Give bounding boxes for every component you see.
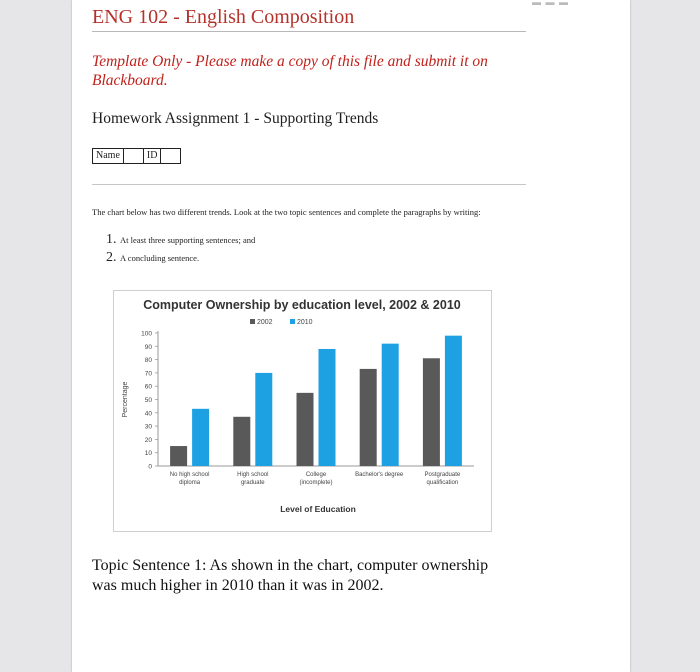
y-tick-label: 100	[141, 330, 152, 338]
document-page	[72, 0, 630, 672]
legend-swatch	[290, 319, 295, 324]
bar-2002	[297, 393, 314, 466]
y-axis-label: Percentage	[122, 381, 129, 418]
name-label: Name	[93, 149, 124, 163]
bar-2010	[255, 373, 272, 466]
id-field[interactable]	[161, 149, 180, 163]
header-decoration: ▬ ▬ ▬	[532, 0, 570, 7]
id-label: ID	[144, 149, 162, 163]
assignment-title: Homework Assignment 1 - Supporting Trends	[92, 110, 379, 127]
y-tick-label: 70	[144, 370, 152, 378]
bar-chart	[114, 291, 491, 531]
y-tick-label: 10	[144, 450, 152, 458]
x-tick-label: (incomplete)	[299, 480, 333, 486]
bar-2010	[382, 344, 399, 466]
name-id-fields	[92, 148, 181, 164]
x-tick-label: qualification	[426, 480, 459, 486]
legend-swatch	[250, 319, 255, 324]
bar-2002	[423, 358, 440, 466]
list-text: A concluding sentence.	[120, 253, 200, 263]
y-tick-label: 20	[144, 436, 152, 444]
chart-title: Computer Ownership by education level, 2002 & 2010	[143, 298, 461, 312]
list-number: 2.	[106, 250, 117, 265]
topic-sentence: Topic Sentence 1: As shown in the chart, computer ownership was much higher in 2010 than it was in 2002.	[92, 557, 489, 594]
bar-2010	[192, 409, 209, 466]
list-text: At least three supporting sentences; and	[120, 235, 256, 245]
y-tick-label: 80	[144, 357, 152, 365]
x-tick-label: No high school	[169, 472, 210, 478]
bar-2010	[319, 349, 336, 466]
y-tick-label: 50	[144, 397, 152, 404]
y-tick-label: 30	[144, 423, 152, 431]
x-tick-label: Bachelor's degree	[355, 472, 404, 478]
bar-2002	[170, 446, 187, 466]
x-tick-label: College	[305, 472, 327, 478]
x-tick-label: diploma	[179, 480, 201, 486]
template-note: Template Only - Please make a copy of this file and submit it on Blackboard.	[92, 53, 488, 89]
name-field[interactable]	[124, 149, 144, 163]
legend-label: 2010	[297, 319, 313, 326]
title-divider	[92, 31, 526, 32]
x-axis-label: Level of Education	[280, 504, 356, 514]
course-title: ENG 102 - English Composition	[92, 6, 355, 28]
x-tick-label: High school	[237, 472, 269, 478]
y-tick-label: 0	[148, 463, 152, 471]
y-tick-label: 90	[144, 343, 152, 351]
legend-label: 2002	[257, 319, 273, 326]
list-item	[106, 250, 255, 268]
bar-2002	[233, 417, 250, 466]
chart-frame	[113, 290, 492, 532]
y-tick-label: 40	[144, 410, 152, 418]
bar-2010	[445, 336, 462, 466]
section-divider	[92, 184, 526, 185]
steps-list	[106, 232, 255, 268]
bar-2002	[360, 369, 377, 466]
list-item	[106, 232, 255, 250]
y-tick-label: 60	[144, 383, 152, 391]
x-tick-label: Postgraduate	[424, 472, 461, 478]
instructions-text: The chart below has two different trends. Look at the two topic sentences and complete the paragraphs by writing:	[92, 207, 481, 217]
list-number: 1.	[106, 232, 117, 247]
x-tick-label: graduate	[240, 480, 265, 486]
